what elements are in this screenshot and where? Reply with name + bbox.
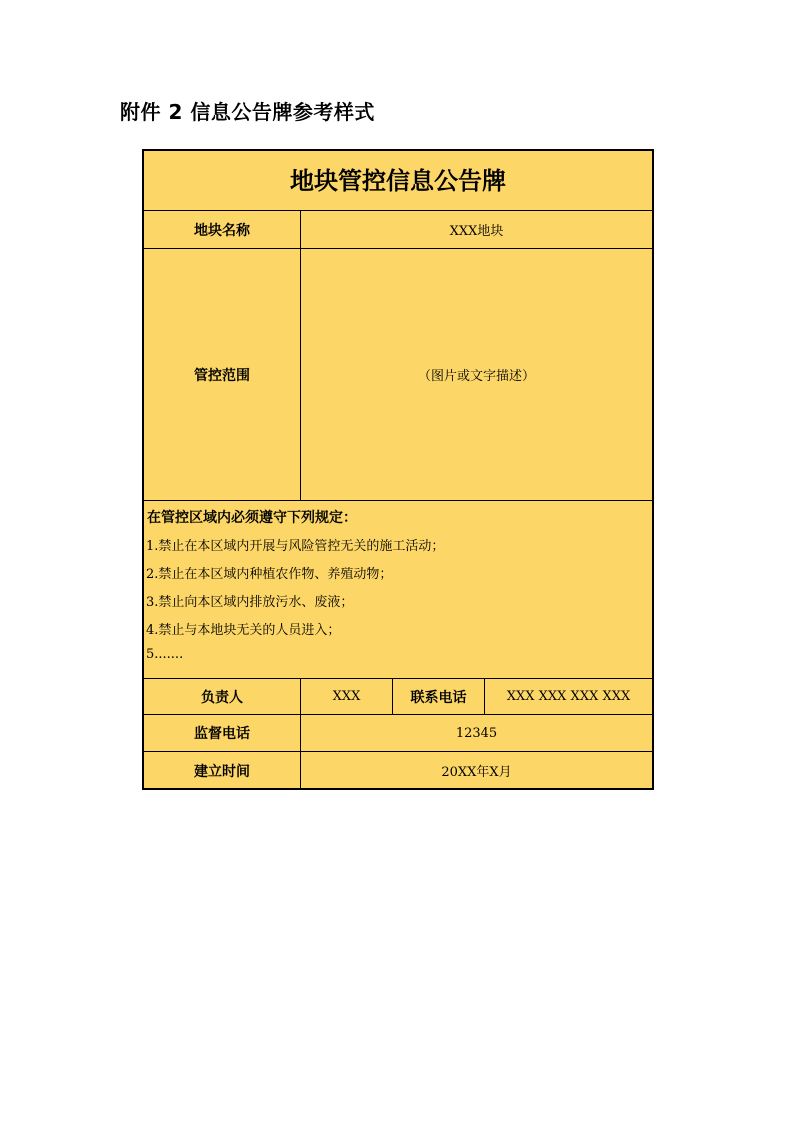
rule-item: 3.禁止向本区域内排放污水、废液； (146, 595, 354, 610)
contact-label: 联系电话 (393, 679, 485, 714)
date-value: 20XX年X月 (441, 765, 512, 780)
supervision-value: 12345 (455, 725, 498, 741)
plot-name-value: XXX地块 (449, 224, 504, 239)
rule-item: 1.禁止在本区域内开展与风险管控无关的施工活动； (146, 539, 445, 554)
owner-label: 负责人 (144, 679, 301, 714)
page-heading: 附件 2 信息公告牌参考样式 (120, 100, 375, 124)
rules-section (144, 501, 652, 679)
date-row (144, 752, 652, 789)
scope-label: 管控范围 (144, 249, 301, 500)
owner-row (144, 679, 652, 715)
rule-item: 4.禁止与本地块无关的人员进入； (146, 623, 341, 638)
scope-value: （图片或文字描述） (417, 369, 535, 384)
rule-item: 5....... (146, 647, 184, 662)
rules-heading: 在管控区域内必须遵守下列规定： (147, 510, 357, 526)
date-label: 建立时间 (144, 752, 301, 789)
contact-value: XXX XXX XXX XXX (506, 689, 631, 704)
supervision-label: 监督电话 (144, 715, 301, 751)
board-title: 地块管控信息公告牌 (290, 167, 506, 195)
supervision-row (144, 715, 652, 752)
board-title-row (144, 151, 652, 211)
scope-row (144, 249, 652, 501)
rule-item: 2.禁止在本区域内种植农作物、养殖动物； (146, 567, 393, 582)
owner-value: XXX (301, 679, 393, 714)
plot-name-row (144, 211, 652, 249)
info-board (142, 149, 654, 790)
plot-name-label: 地块名称 (144, 211, 301, 248)
